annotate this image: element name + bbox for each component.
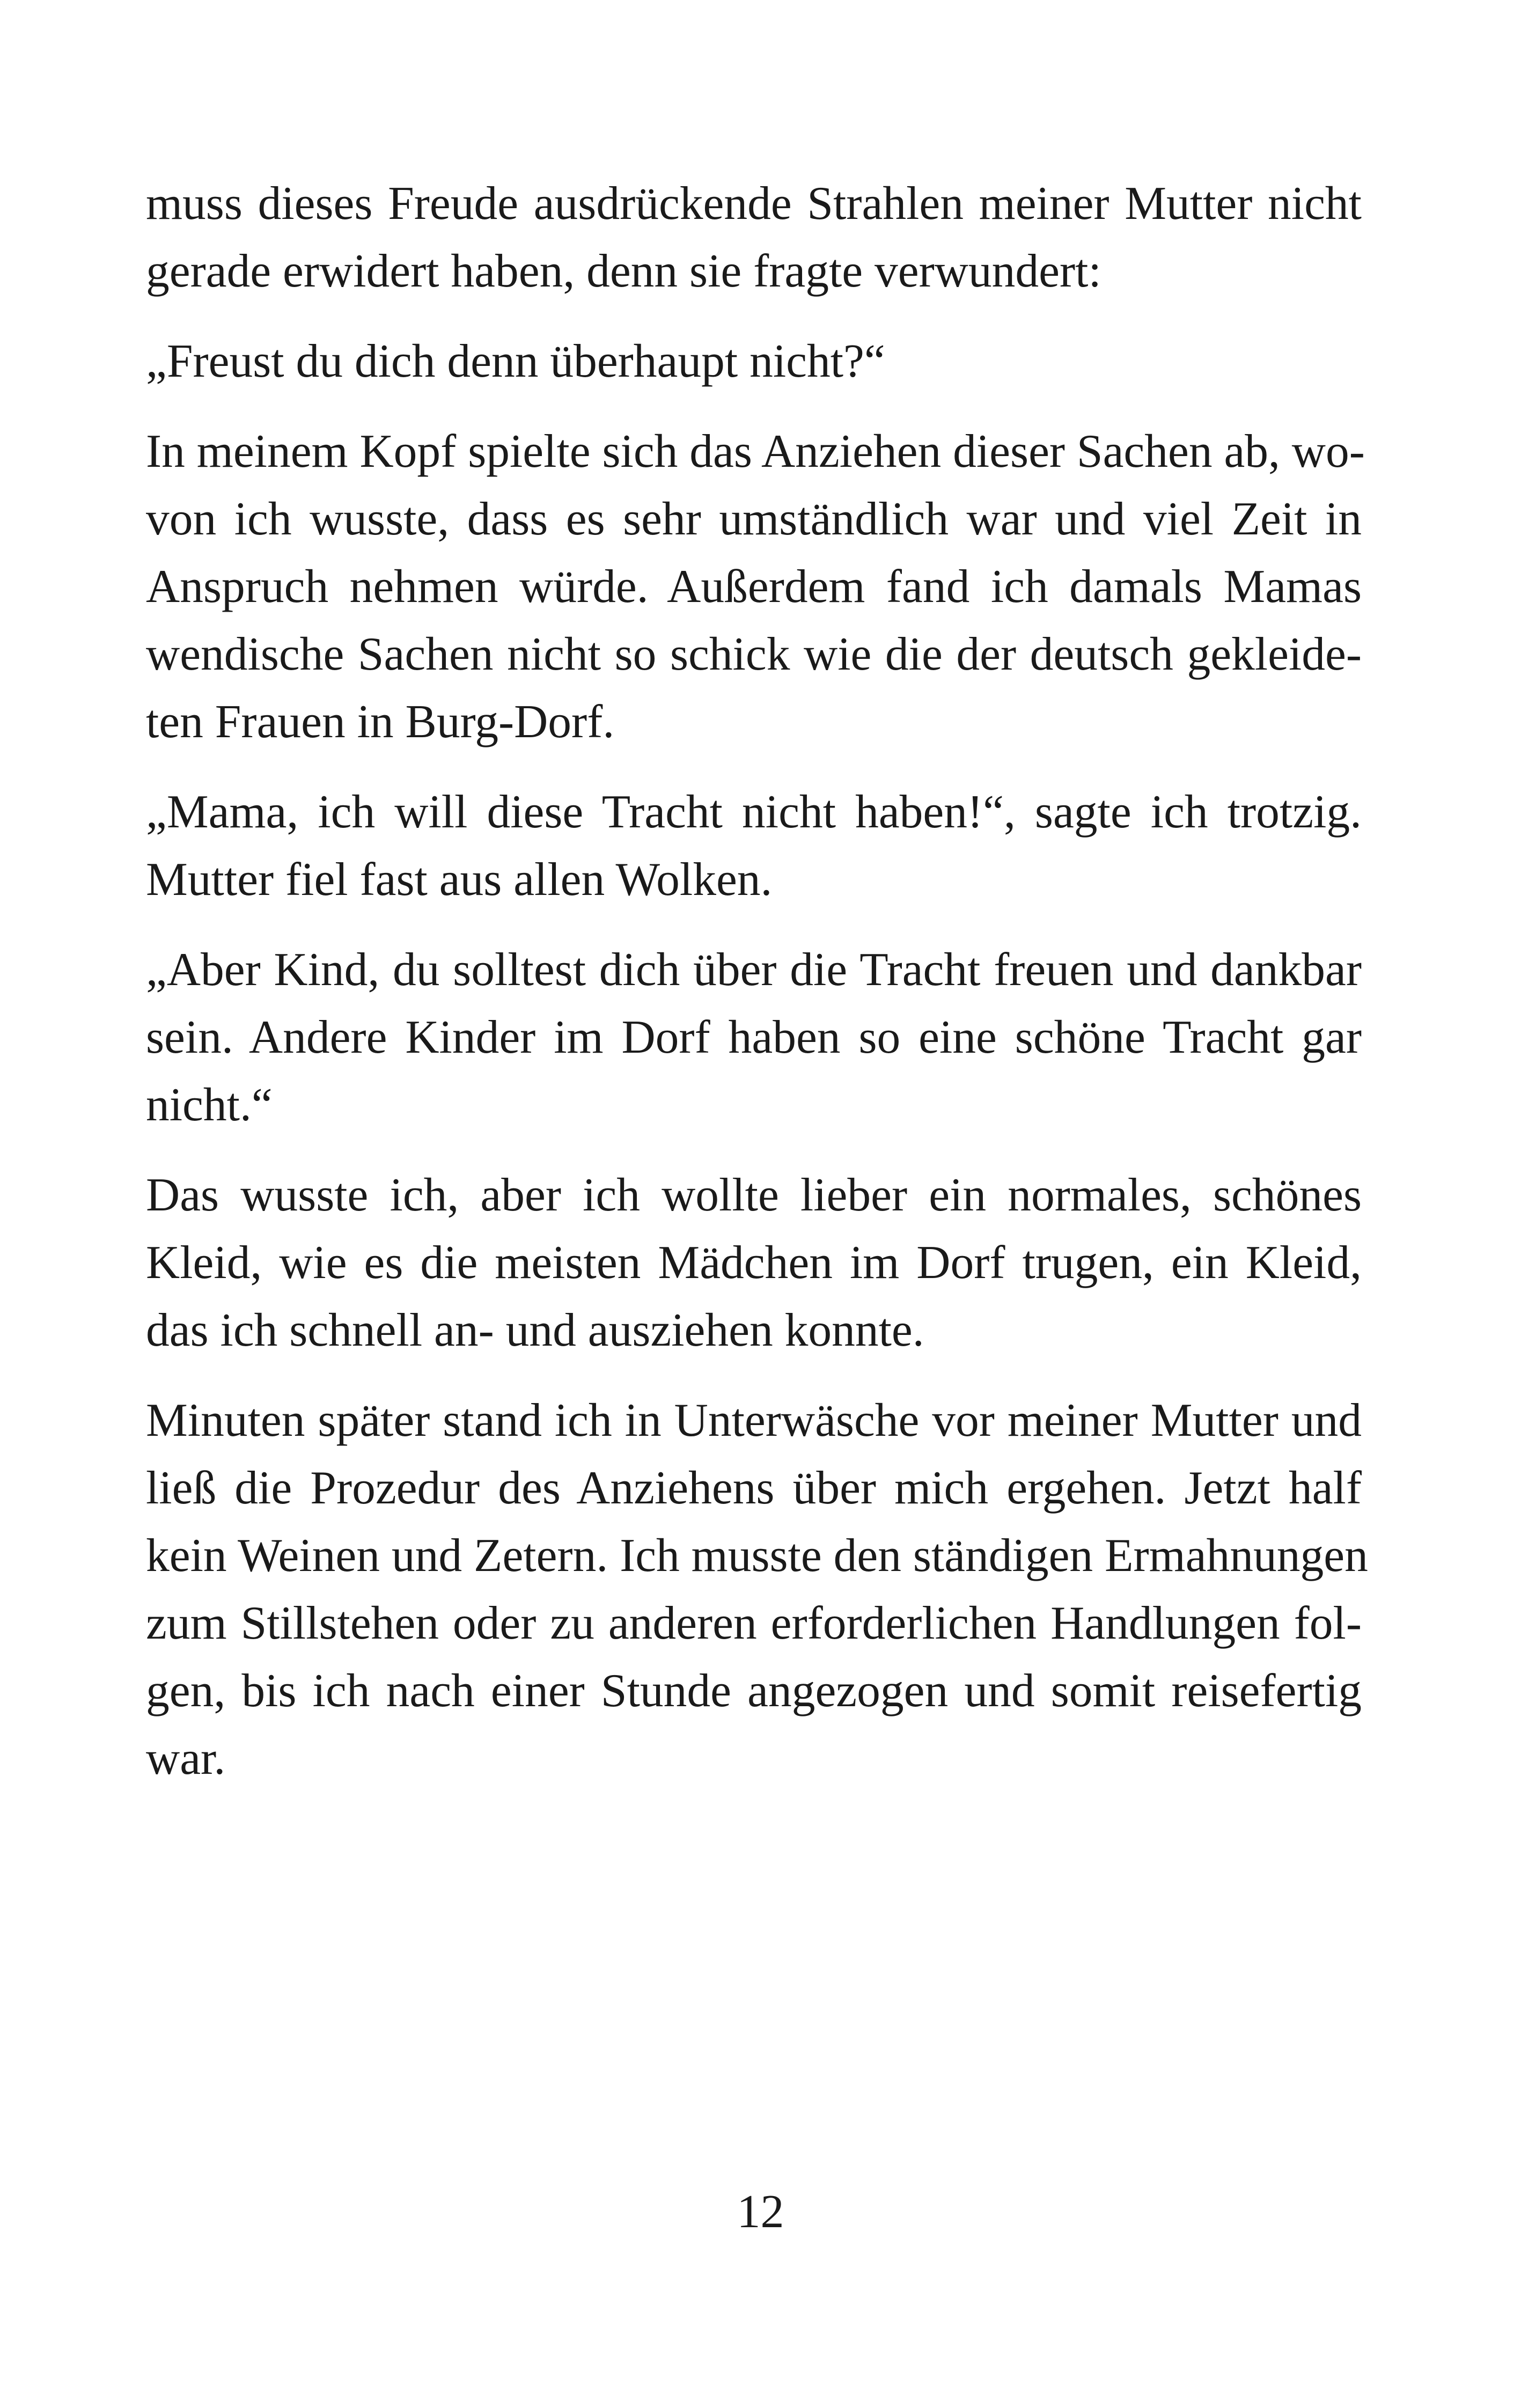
text-line: wendische Sachen nicht so schick wie die der deutsch gekleide- [146, 628, 1362, 680]
paragraph [146, 417, 1365, 755]
text-line: kein Weinen und Zetern. Ich musste den ständigen Ermahnungen [146, 1529, 1368, 1581]
text-line: nicht.“ [146, 1078, 273, 1130]
paragraph [146, 1386, 1368, 1792]
text-line: gen, bis ich nach einer Stunde angezogen und somit reisefertig [146, 1664, 1362, 1716]
text-line: Kleid, wie es die meisten Mädchen im Dorf trugen, ein Kleid, [146, 1236, 1362, 1288]
text-line: zum Stillstehen oder zu anderen erforderlichen Handlungen fol- [146, 1597, 1362, 1649]
text-line: „Mama, ich will diese Tracht nicht haben!“, sagte ich trotzig. [146, 785, 1362, 838]
text-line: sein. Andere Kinder im Dorf haben so eine schöne Tracht gar [146, 1011, 1362, 1063]
paragraph [146, 778, 1362, 913]
paragraph [146, 936, 1362, 1139]
text-line: Das wusste ich, aber ich wollte lieber ein normales, schönes [146, 1169, 1362, 1221]
page-number: 12 [737, 2186, 784, 2238]
text-line: ließ die Prozedur des Anziehens über mich ergehen. Jetzt half [146, 1462, 1362, 1514]
body-text [146, 170, 1368, 1815]
text-line: von ich wusste, dass es sehr umständlich war und viel Zeit in [146, 493, 1362, 545]
text-line: Minuten später stand ich in Unterwäsche vor meiner Mutter und [146, 1394, 1362, 1446]
text-line: In meinem Kopf spielte sich das Anziehen dieser Sachen ab, wo- [146, 425, 1365, 477]
paragraph [146, 327, 1362, 395]
text-line: ten Frauen in Burg-Dorf. [146, 695, 615, 747]
paragraph [146, 170, 1362, 305]
paragraph [146, 1161, 1362, 1364]
text-line: war. [146, 1732, 226, 1784]
text-line: Mutter fiel fast aus allen Wolken. [146, 853, 773, 905]
text-line: „Freust du dich denn überhaupt nicht?“ [146, 335, 885, 387]
text-line: „Aber Kind, du solltest dich über die Tracht freuen und dankbar [146, 943, 1362, 995]
text-line: muss dieses Freude ausdrückende Strahlen meiner Mutter nicht [146, 177, 1362, 229]
text-line: Anspruch nehmen würde. Außerdem fand ich damals Mamas [146, 560, 1362, 612]
text-line: das ich schnell an- und ausziehen konnte. [146, 1304, 924, 1356]
text-line: gerade erwidert haben, denn sie fragte verwundert: [146, 245, 1101, 297]
